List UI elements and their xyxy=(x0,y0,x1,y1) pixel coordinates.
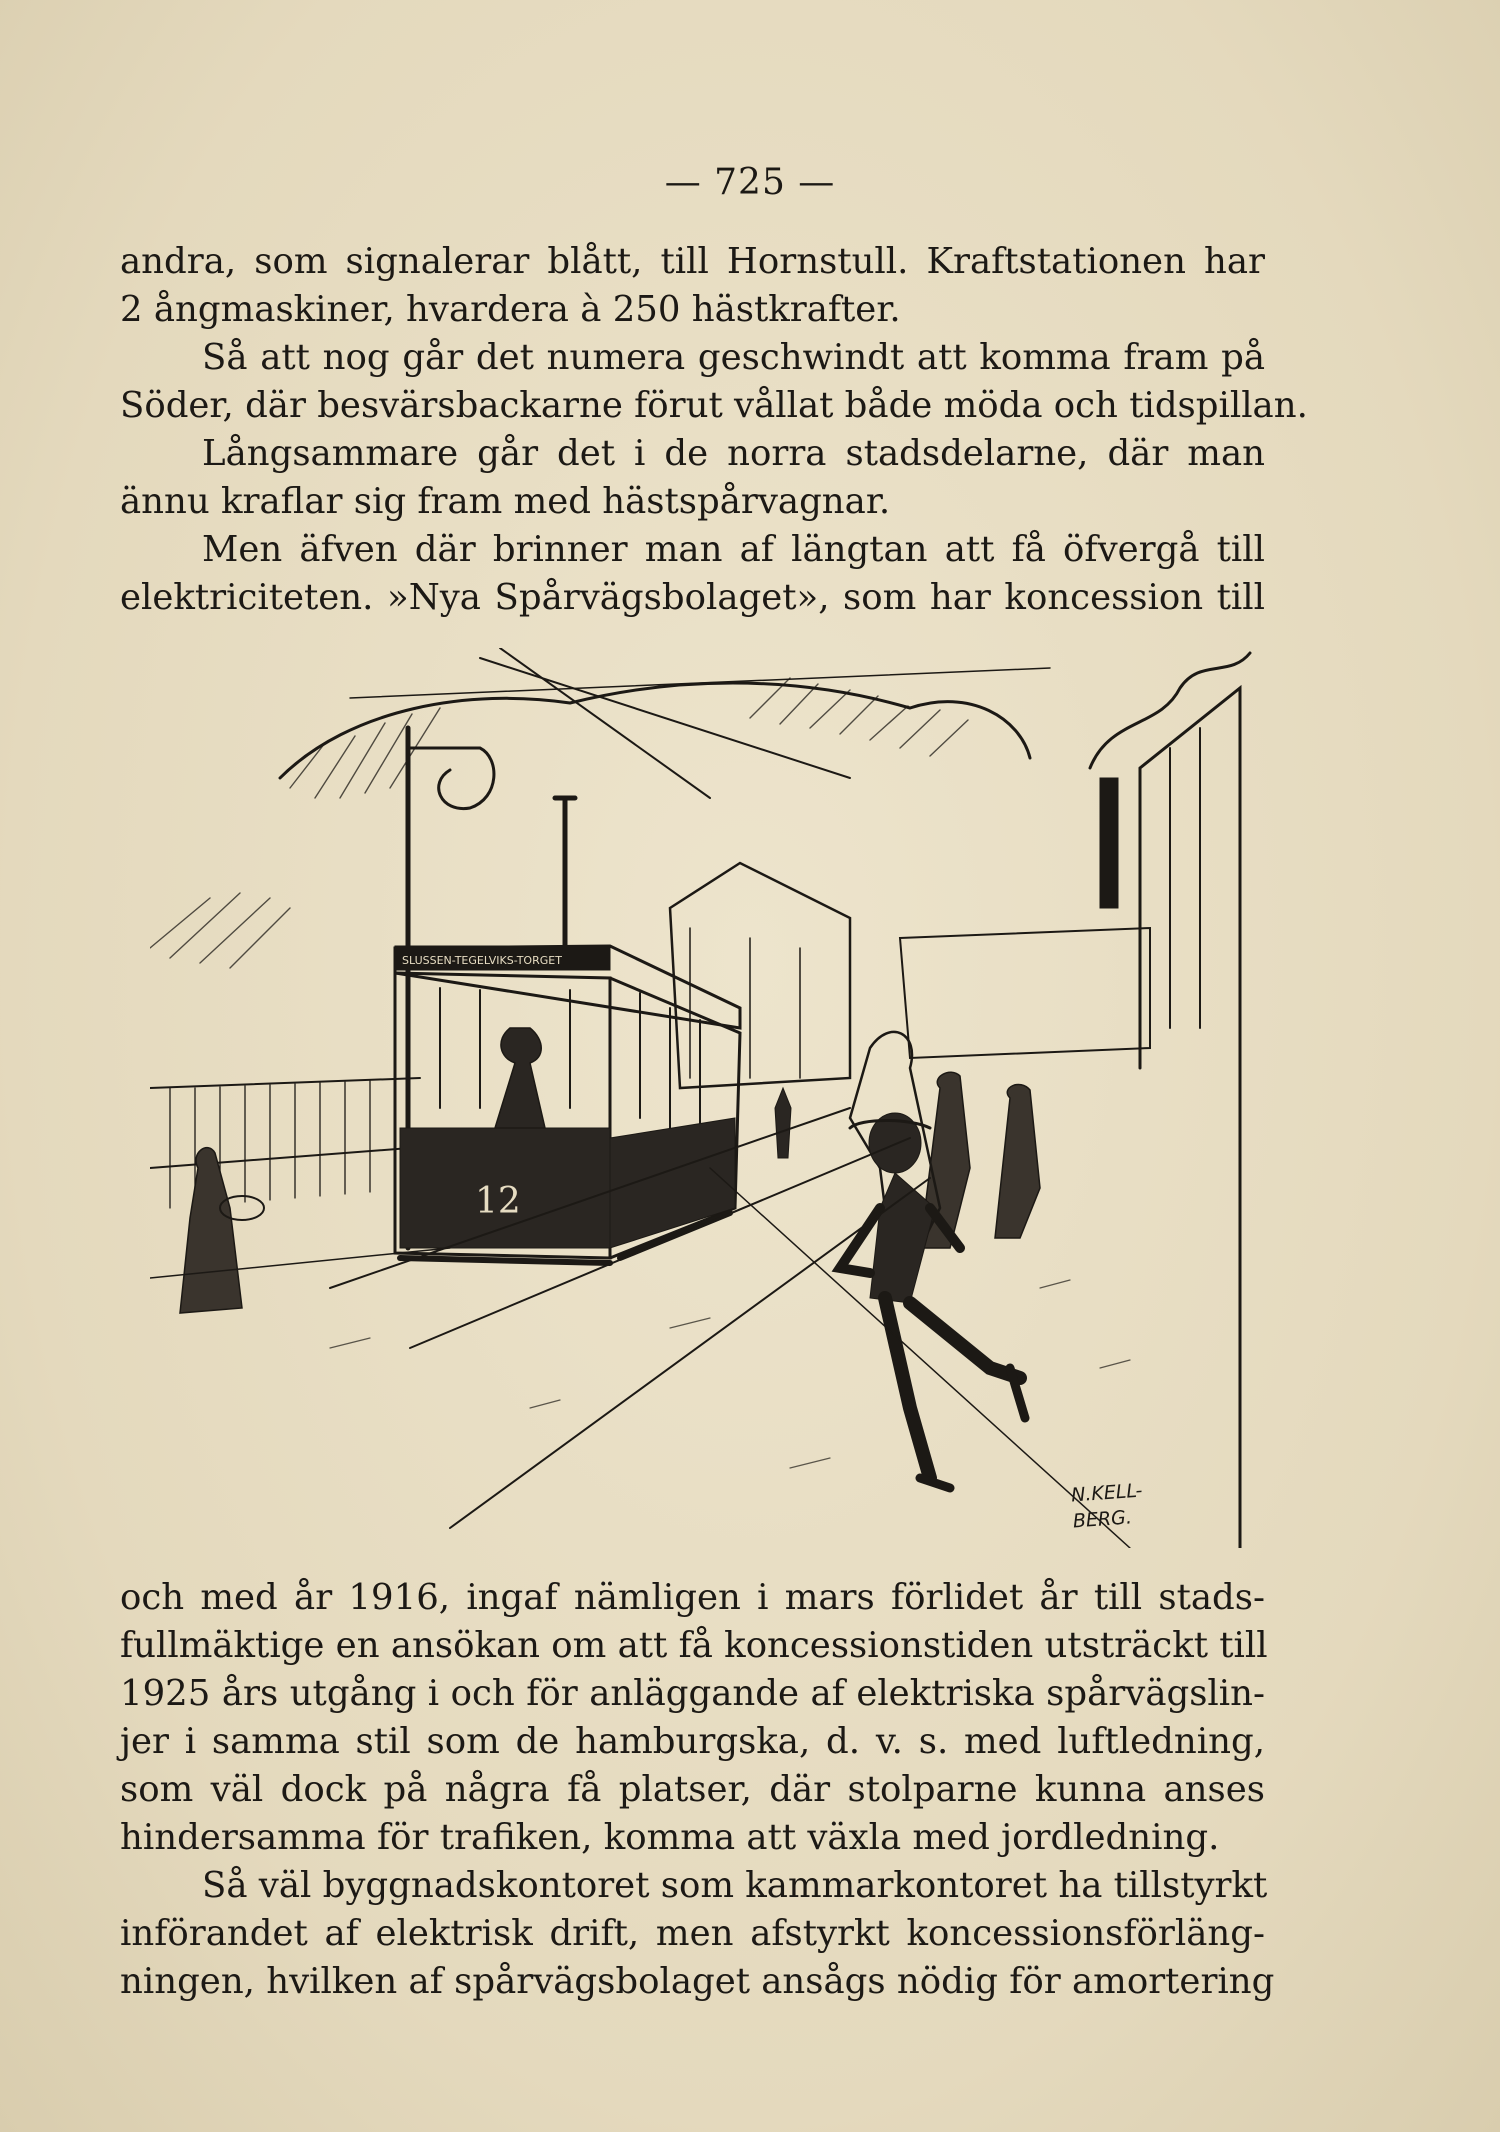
text-line: och med år 1916, ingaf nämligen i mars förlidet år till stads- xyxy=(120,1577,1265,1618)
tram-number: 12 xyxy=(475,1181,521,1222)
woman-figure xyxy=(180,1148,242,1313)
artist-signature xyxy=(1070,1478,1145,1535)
house-center xyxy=(670,863,850,1088)
text-line: ännu kraflar sig fram med hästspårvagnar. xyxy=(120,481,891,522)
text-line: 2 ångmaskiner, hvardera à 250 hästkrafter. xyxy=(120,289,901,330)
text-line: 1925 års utgång i och för anläggande af elektriska spårvägslin- xyxy=(120,1673,1265,1714)
text-line: införandet af elektrisk drift, men afstyrkt koncessionsförläng- xyxy=(120,1913,1265,1954)
tram-illustration xyxy=(150,648,1260,1548)
text-line: som väl dock på några få platser, där stolparne kunna anses xyxy=(120,1769,1265,1810)
tram-destination-sign: SLUSSEN-TEGELVIKS-TORGET xyxy=(402,954,562,967)
lower-paragraph xyxy=(120,1574,1275,2006)
text-line: hindersamma för trafiken, komma att växla med jordledning. xyxy=(120,1817,1220,1858)
chimney xyxy=(1100,778,1118,908)
signature-line: N.KELL- xyxy=(1070,1479,1144,1507)
text-line: fullmäktige en ansökan om att få koncessionstiden utsträckt till xyxy=(120,1625,1268,1666)
text-line: jer i samma stil som de hamburgska, d. v. s. med luftledning, xyxy=(120,1721,1265,1762)
tram-driver xyxy=(495,1028,545,1128)
hill-hatching xyxy=(150,678,968,968)
text-line: ningen, hvilken af spårvägsbolaget ansågs nödig för amortering xyxy=(120,1961,1275,2002)
overhead-wire xyxy=(480,658,850,778)
text-line: Långsammare går det i de norra stadsdelarne, där man xyxy=(202,433,1265,474)
factory-building xyxy=(900,928,1150,1058)
fence xyxy=(150,1078,420,1168)
signature-line: BERG. xyxy=(1072,1506,1133,1533)
building-right xyxy=(1140,688,1240,1548)
trolley-boom xyxy=(555,798,575,948)
text-line: elektriciteten. »Nya Spårvägsbolaget», som har koncession till xyxy=(120,577,1265,618)
upper-paragraph xyxy=(120,238,1308,622)
text-line: Men äfven där brinner man af längtan att få öfvergå till xyxy=(202,529,1265,570)
tram xyxy=(395,798,740,1263)
text-line: Så att nog går det numera geschwindt att komma fram på xyxy=(202,337,1265,378)
text-line: Så väl byggnadskontoret som kammarkontoret ha tillstyrkt xyxy=(202,1865,1268,1906)
pole-arm xyxy=(408,748,494,809)
text-line: Söder, där besvärsbackarne förut vållat både möda och tidspillan. xyxy=(120,385,1308,426)
text-line: andra, som signalerar blått, till Hornstull. Kraftstationen har xyxy=(120,241,1265,282)
overhead-wire xyxy=(350,668,1050,698)
page-number: — 725 — xyxy=(664,162,836,203)
